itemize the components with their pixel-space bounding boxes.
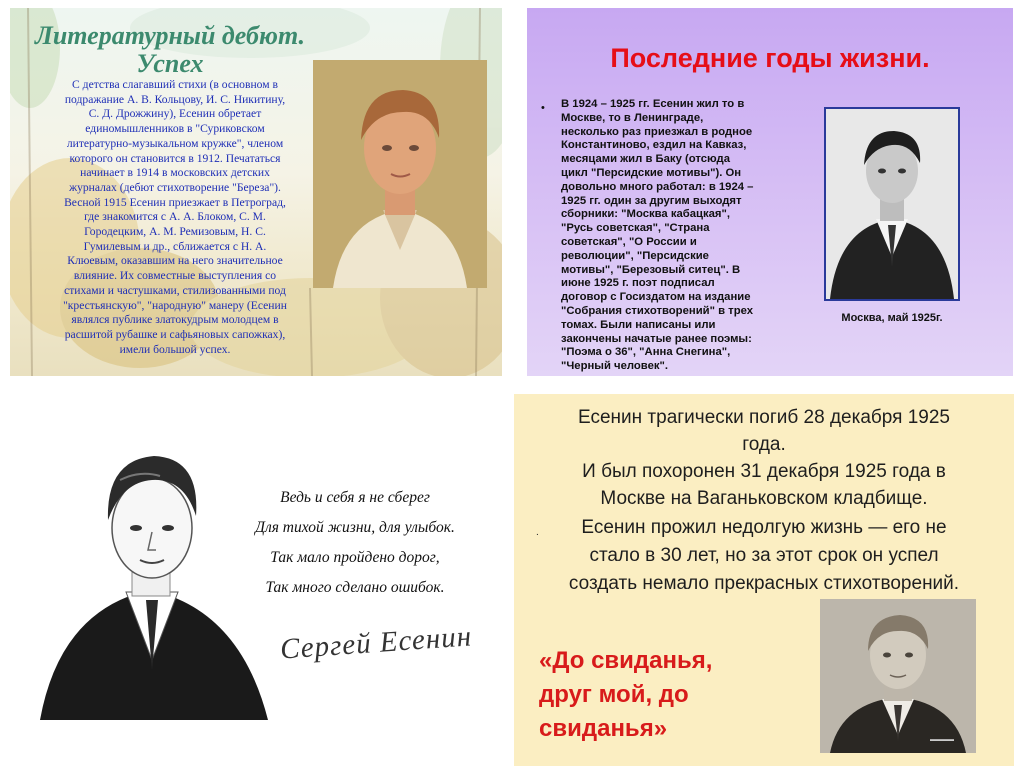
quote-line: свиданья» — [539, 715, 668, 742]
poem-stanza — [225, 483, 485, 603]
text-line: влияние. Их совместные выступления со — [73, 269, 277, 283]
quote-line: друг мой, до — [539, 681, 689, 708]
text-line: договор с Госиздатом на издание — [561, 291, 751, 304]
text-line: "Собрания стихотворений" в трех — [561, 304, 754, 317]
text-line: имели большой успех. — [119, 342, 231, 356]
death-text — [524, 404, 1004, 512]
text-line: Весной 1915 Есенин приезжает в Петроград, — [64, 195, 286, 209]
debut-text — [34, 78, 316, 357]
text-line: которого он становится в 1912. Печататься — [69, 151, 281, 165]
text-line: "Черный человек". — [561, 360, 669, 373]
text-line: несколько раз приезжал в родное — [561, 125, 753, 138]
text-line: единомышленников в "Суриковском — [85, 122, 265, 136]
text-line: С детства слагавший стихи (в основном в — [72, 78, 278, 91]
text-line: И был похоронен 31 декабря 1925 года в — [582, 461, 946, 482]
poem-line: Ведь и себя я не сберег — [280, 489, 430, 506]
text-line: В 1924 – 1925 гг. Есенин жил то в — [561, 98, 745, 110]
text-line: томах. Были написаны или — [561, 318, 716, 331]
bullet-dot: . — [536, 527, 539, 538]
text-line: мотивы", "Березовый ситец". В — [561, 263, 741, 276]
text-line: года. — [742, 434, 786, 455]
photo-caption: Москва, май 1925г. — [841, 312, 943, 324]
text-line: Есенин трагически погиб 28 декабря 1925 — [578, 407, 950, 428]
text-line: закончены начатые ранее поэмы: — [561, 332, 752, 345]
text-line: Городецким, А. М. Ремизовым, Н. С. — [84, 225, 266, 239]
photo-watermark: ▬▬▬▬ — [930, 737, 954, 743]
painted-portrait — [313, 60, 487, 288]
text-line: 1925 гг. один за другим выходят — [561, 194, 742, 207]
text-line: советская", "О России и — [561, 235, 697, 248]
text-line: революции", "Персидские — [561, 249, 709, 262]
text-line: Москве на Ваганьковском кладбище. — [600, 488, 928, 509]
poem-line: Для тихой жизни, для улыбок. — [255, 519, 455, 536]
text-line: "Поэма о 36", "Анна Снегина", — [561, 346, 731, 359]
text-line: цикл "Персидские мотивы"). Он — [561, 166, 742, 179]
slide-last-years — [527, 8, 1013, 376]
text-line: Клюевым, оказавшим на него значительное — [67, 254, 283, 268]
text-line: где знакомится с А. А. Блоком, С. М. — [84, 210, 266, 224]
text-line: стихами и частушками, стилизованными под — [64, 283, 286, 297]
text-line: подражание А. В. Кольцову, И. С. Никитину, — [64, 92, 286, 106]
text-line: журналах (дебют стихотворение "Береза"). — [69, 180, 281, 194]
slide-title: Последние годы жизни. — [610, 43, 930, 73]
text-line: литературно-музыкальном кружке", членом — [66, 136, 284, 150]
quote-line: «До свиданья, — [539, 647, 713, 674]
poem-line: Так много сделано ошибок. — [265, 579, 445, 596]
text-line: Есенин прожил недолгую жизнь — его не — [581, 517, 947, 538]
life-summary-text — [524, 514, 1004, 598]
text-line: Москве, то в Ленинграде, — [561, 111, 704, 124]
text-line: довольно много работал: в 1924 – — [561, 180, 754, 193]
farewell-quote — [539, 644, 799, 746]
text-line: расшитой рубашке и сафьяновых сапожках), — [64, 327, 286, 341]
sepia-photo — [820, 599, 976, 753]
text-line: "Русь советская", "Страна — [561, 222, 710, 235]
text-line: создать немало прекрасных стихотворений. — [568, 573, 960, 594]
text-line: Гумилевым и др., сближается с Н. А. — [83, 239, 267, 253]
bw-photo-1925 — [824, 107, 960, 301]
slide-death — [514, 394, 1014, 766]
text-line: месяцами жил в Баку (отсюда — [561, 153, 731, 166]
slide-literary-debut — [10, 8, 502, 376]
last-years-text — [561, 98, 811, 374]
slide-title: Литературный дебют. Успех — [34, 21, 306, 78]
slide-poem — [0, 395, 502, 777]
text-line: "крестьянскую", "народную" манеру (Есенин — [63, 298, 287, 312]
text-line: сборники: "Москва кабацкая", — [561, 208, 731, 221]
text-line: стало в 30 лет, но за этот срок он успел — [589, 545, 939, 566]
text-line: июне 1925 г. поэт подписал — [561, 277, 715, 290]
text-line: начинает в 1914 в московских детских — [80, 166, 270, 180]
text-line: С. Д. Дрожжину), Есенин обретает — [88, 107, 262, 121]
bullet-mark: • — [541, 102, 545, 114]
text-line: являлся публике златокудрым молодцем в — [71, 313, 279, 327]
poem-line: Так мало пройдено дорог, — [270, 549, 440, 566]
text-line: Константиново, ездил на Кавказ, — [561, 139, 747, 152]
author-signature: Сергей Есенин — [279, 620, 474, 666]
